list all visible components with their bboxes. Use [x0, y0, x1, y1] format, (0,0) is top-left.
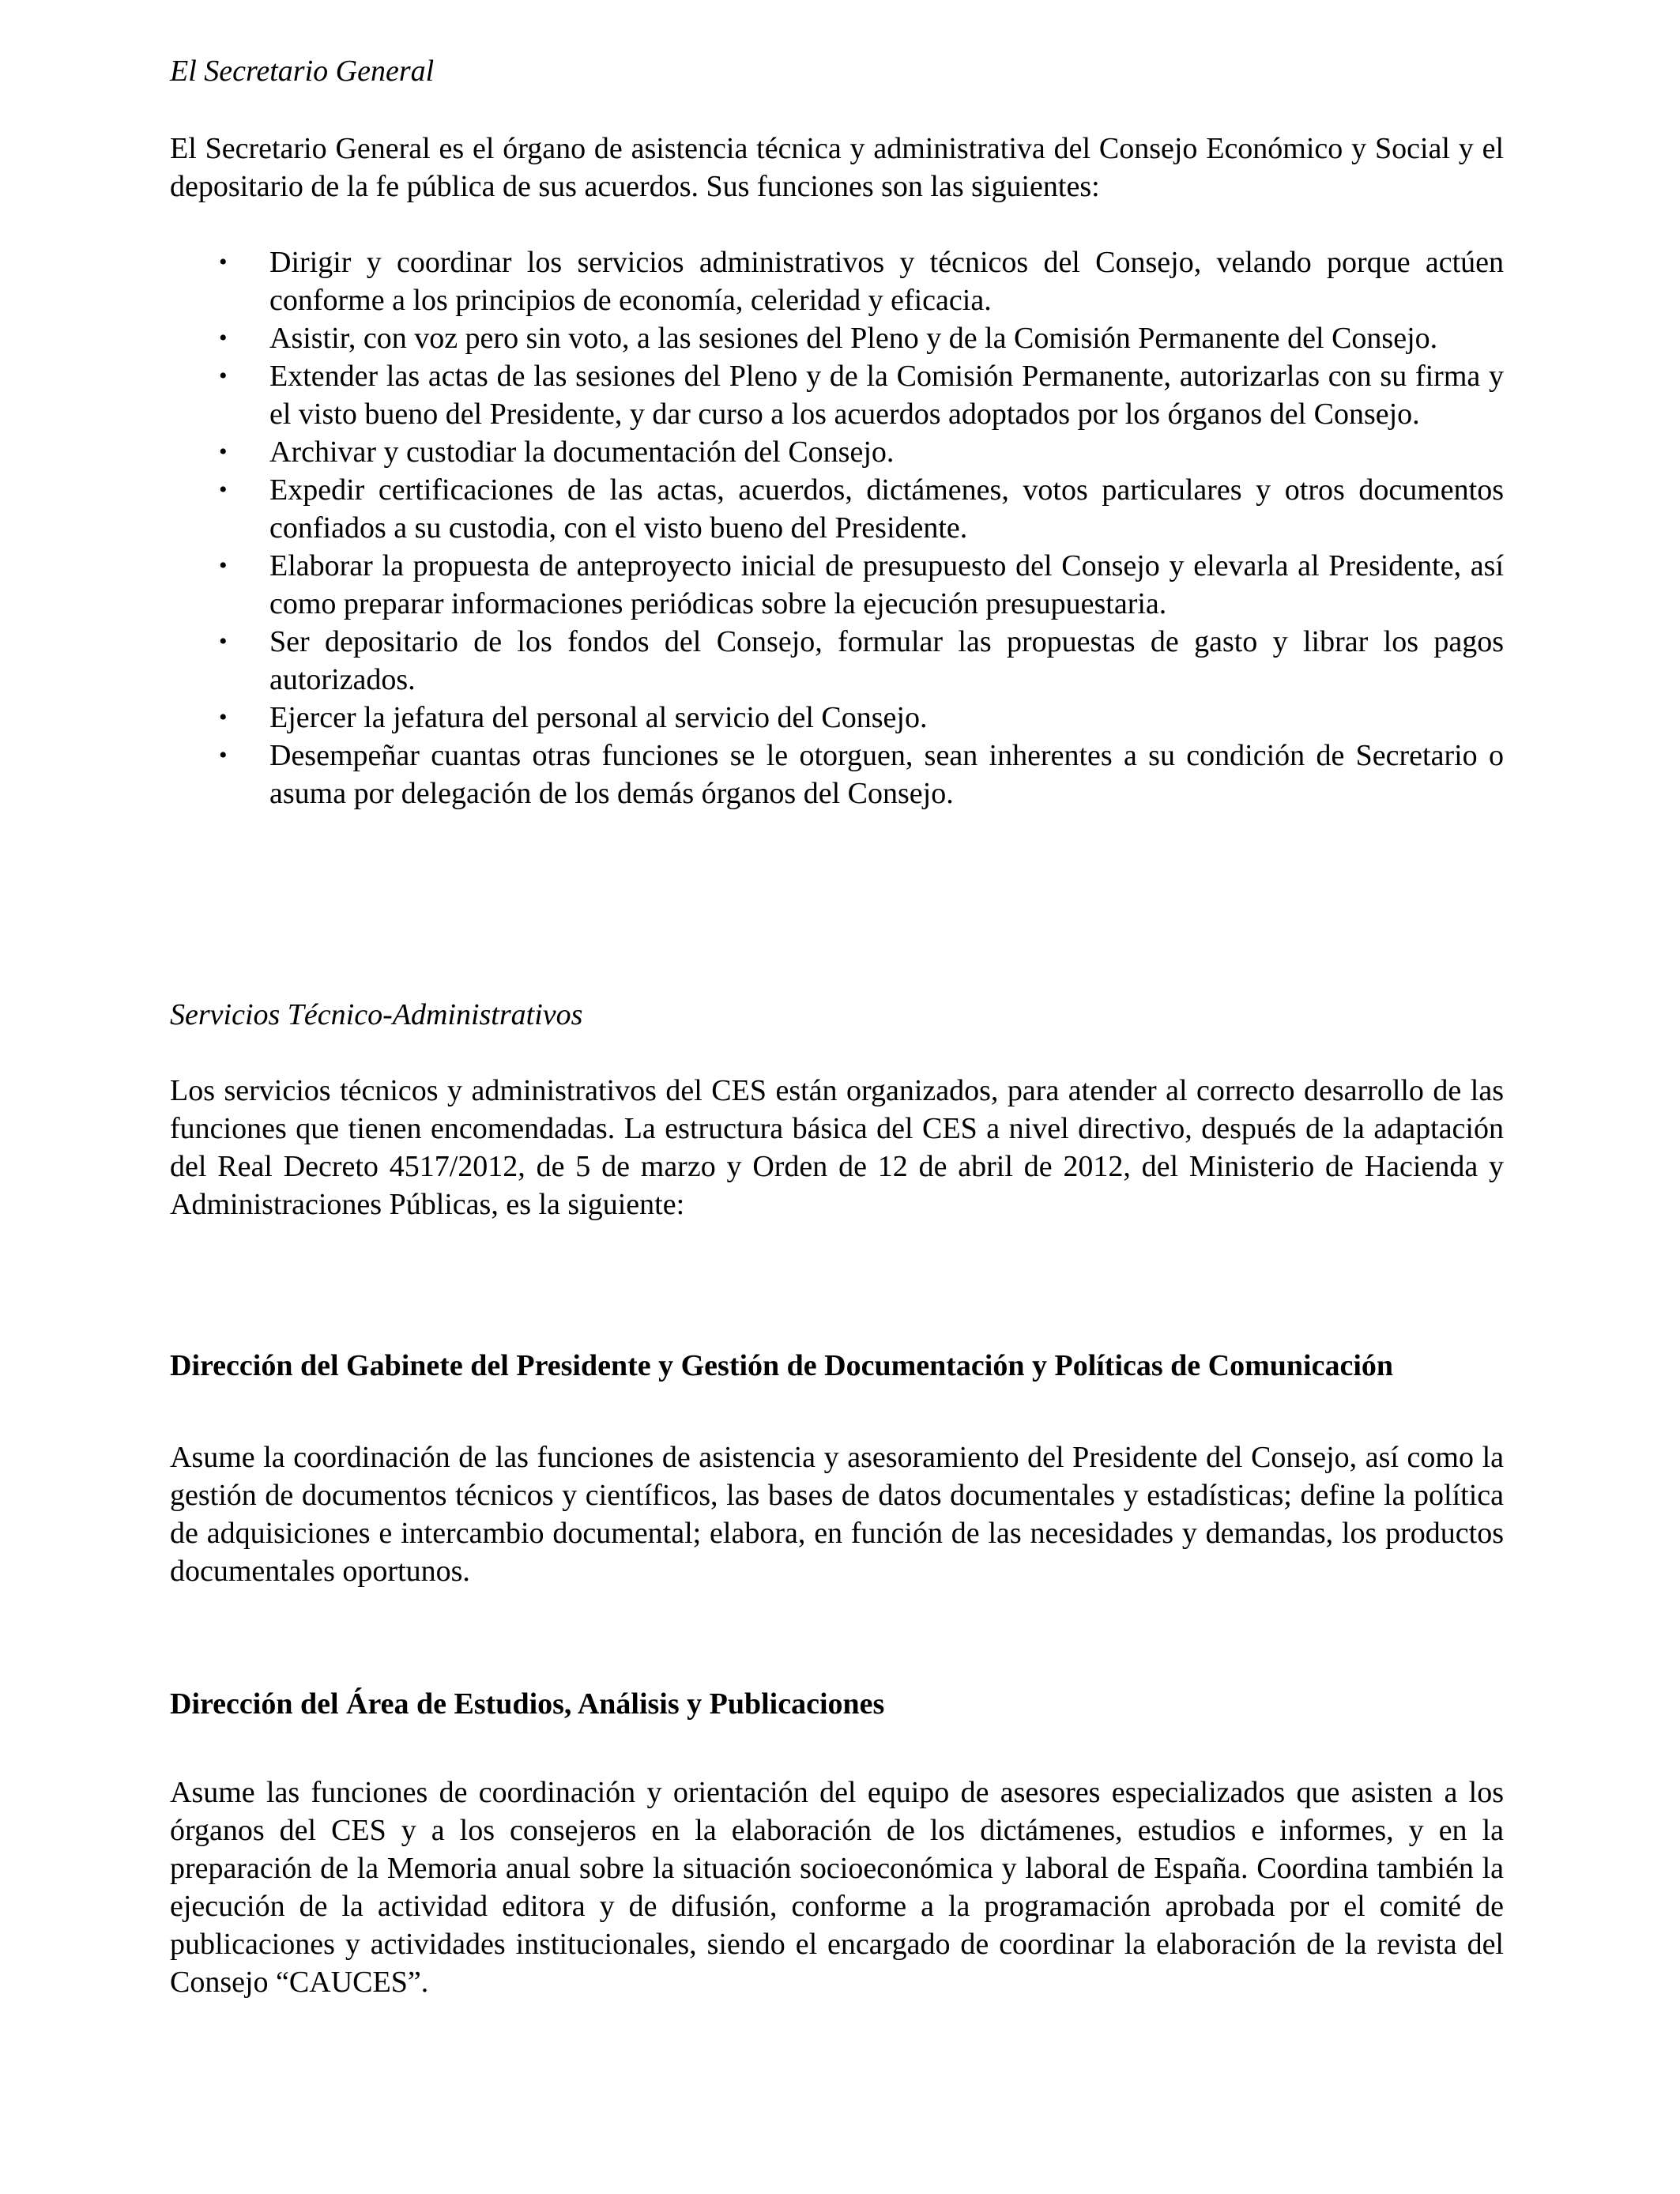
- secretario-functions-list: [170, 243, 1504, 812]
- estudios-paragraph: Asume las funciones de coordinación y orientación del equipo de asesores especializados que asisten a los órganos del CES y a los consejeros en la elaboración de los dictámenes, estudios e informes, y en la preparación de la Memoria anual sobre la situación socioeconómica y laboral de España. Coordina también la ejecución de la actividad editora y de difusión, conforme a la programación aprobada por el comité de publicaciones y actividades institucionales, siendo el encargado de coordinar la elaboración de la revista del Consejo “CAUCES”.: [170, 1776, 1504, 1999]
- bullet-icon: •: [219, 477, 228, 503]
- list-item: [170, 243, 1504, 319]
- list-item: [170, 319, 1504, 357]
- section-heading-secretario: El Secretario General: [170, 55, 435, 88]
- bullet-icon: •: [219, 628, 228, 654]
- list-item-text: Ejercer la jefatura del personal al servicio del Consejo.: [269, 701, 928, 734]
- bullet-icon: •: [219, 249, 228, 275]
- servicios-paragraph: Los servicios técnicos y administrativos del CES están organizados, para atender al correcto desarrollo de las funciones que tienen encomendadas. La estructura básica del CES a nivel directivo, después de la adaptación del Real Decreto 4517/2012, de 5 de marzo y Orden de 12 de abril de 2012, del Ministerio de Hacienda y Administraciones Públicas, es la siguiente:: [170, 1074, 1504, 1221]
- bullet-icon: •: [219, 704, 228, 730]
- list-item: [170, 623, 1504, 699]
- list-item: [170, 357, 1504, 433]
- section-heading-servicios: Servicios Técnico-Administrativos: [170, 998, 583, 1031]
- bullet-icon: •: [219, 742, 228, 768]
- list-item-text: Desempeñar cuantas otras funciones se le otorguen, sean inherentes a su condición de Secretario o asuma por delegación de los demás órganos del Consejo.: [269, 739, 1504, 810]
- list-item-text: Ser depositario de los fondos del Consejo, formular las propuestas de gasto y librar los pagos autorizados.: [269, 625, 1504, 696]
- list-item-text: Archivar y custodiar la documentación del Consejo.: [269, 435, 895, 469]
- list-item-text: Extender las actas de las sesiones del Pleno y de la Comisión Permanente, autorizarlas con su firma y el visto bueno del Presidente, y dar curso a los acuerdos adoptados por los órganos del Consejo.: [269, 360, 1504, 431]
- bullet-icon: •: [219, 363, 228, 389]
- list-item-text: Dirigir y coordinar los servicios administrativos y técnicos del Consejo, velando porque actúen conforme a los principios de economía, celeridad y eficacia.: [269, 246, 1504, 317]
- list-item-text: Expedir certificaciones de las actas, acuerdos, dictámenes, votos particulares y otros documentos confiados a su custodia, con el visto bueno del Presidente.: [269, 473, 1504, 545]
- list-item: [170, 471, 1504, 547]
- bullet-icon: •: [219, 552, 228, 579]
- bullet-icon: •: [219, 439, 228, 465]
- list-item-text: Asistir, con voz pero sin voto, a las sesiones del Pleno y de la Comisión Permanente del Consejo.: [269, 322, 1438, 355]
- list-item: [170, 737, 1504, 812]
- bullet-icon: •: [219, 325, 228, 351]
- list-item: [170, 433, 1504, 471]
- secretario-intro-paragraph: El Secretario General es el órgano de asistencia técnica y administrativa del Consejo Económico y Social y el depositario de la fe pública de sus acuerdos. Sus funciones son las siguientes:: [170, 132, 1504, 203]
- section-heading-gabinete: Dirección del Gabinete del Presidente y Gestión de Documentación y Políticas de Comunicación: [170, 1349, 1394, 1382]
- section-heading-estudios: Dirección del Área de Estudios, Análisis y Publicaciones: [170, 1687, 885, 1721]
- list-item-text: Elaborar la propuesta de anteproyecto inicial de presupuesto del Consejo y elevarla al Presidente, así como preparar informaciones periódicas sobre la ejecución presupuestaria.: [269, 549, 1504, 620]
- gabinete-paragraph: Asume la coordinación de las funciones de asistencia y asesoramiento del Presidente del Consejo, así como la gestión de documentos técnicos y científicos, las bases de datos documentales y estadísticas; define la política de adquisiciones e intercambio documental; elabora, en función de las necesidades y demandas, los productos documentales oportunos.: [170, 1441, 1504, 1588]
- list-item: [170, 547, 1504, 623]
- list-item: [170, 699, 1504, 737]
